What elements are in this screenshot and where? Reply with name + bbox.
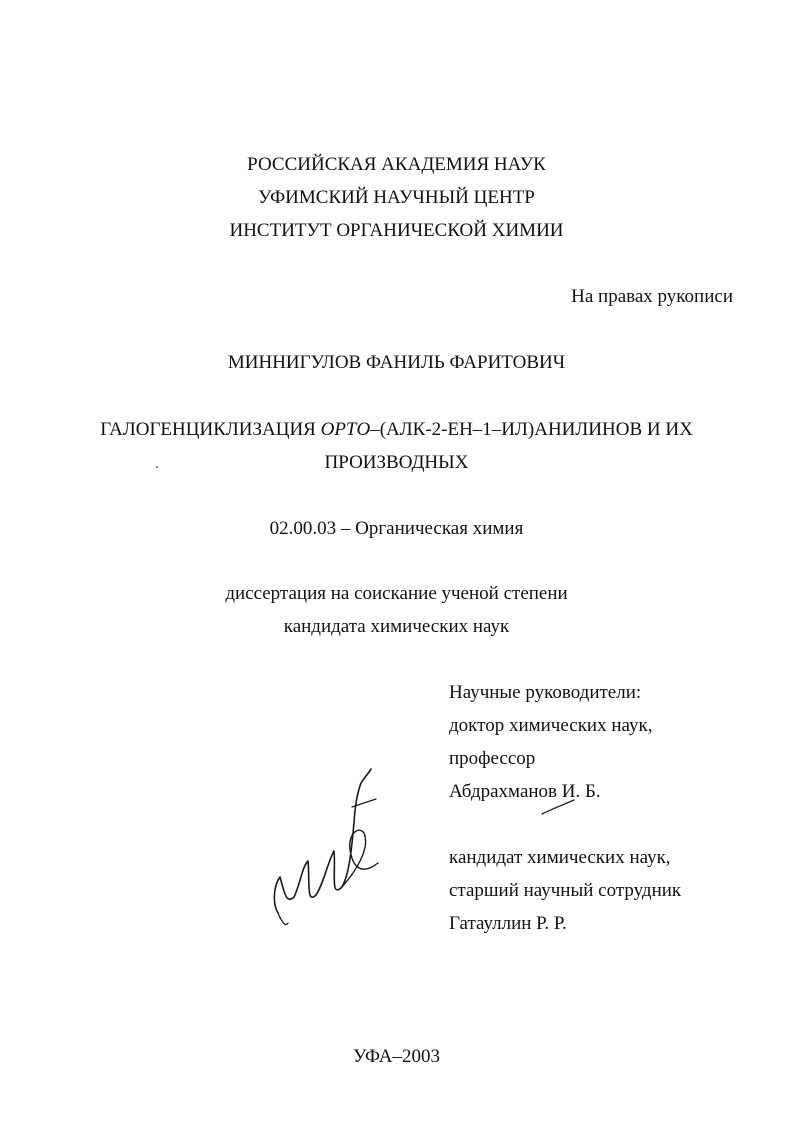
supervisor-2-name: Гатауллин Р. Р. — [449, 913, 567, 934]
center-name: УФИМСКИЙ НАУЧНЫЙ ЦЕНТР — [258, 187, 535, 208]
dissertation-title-line-2: ПРОИЗВОДНЫХ — [324, 452, 469, 473]
signature-flourish — [540, 798, 580, 818]
degree-line-2: кандидата химических наук — [283, 616, 510, 637]
supervisor-2-degree: кандидат химических наук, — [449, 847, 671, 868]
signature-tail-stroke — [278, 913, 288, 925]
title-ortho: ОРТО — [320, 419, 371, 440]
institute-name: ИНСТИТУТ ОРГАНИЧЕСКОЙ ХИМИИ — [229, 220, 564, 241]
supervisor-1-name: Абдрахманов И. Б. — [449, 781, 601, 802]
signature-loop-stroke — [342, 830, 378, 887]
scan-speck — [156, 466, 158, 468]
signature-main-stroke — [274, 769, 371, 913]
author-name: МИННИГУЛОВ ФАНИЛЬ ФАРИТОВИЧ — [227, 352, 566, 373]
handwritten-signature — [258, 765, 388, 935]
signature-flourish-stroke — [542, 800, 574, 814]
manuscript-note: На правах рукописи — [571, 286, 733, 307]
specialty: 02.00.03 – Органическая химия — [269, 518, 524, 539]
place-and-year: УФА–2003 — [352, 1046, 441, 1067]
title-part-1: ГАЛОГЕНЦИКЛИЗАЦИЯ — [100, 419, 321, 440]
supervisors-heading: Научные руководители: — [449, 682, 642, 703]
supervisor-1-degree: доктор химических наук, — [449, 715, 653, 736]
degree-line-1: диссертация на соискание ученой степени — [225, 583, 568, 604]
supervisor-2-title: старший научный сотрудник — [449, 880, 682, 901]
dissertation-title-line-1 — [0, 418, 793, 442]
academy-name: РОССИЙСКАЯ АКАДЕМИЯ НАУК — [247, 154, 546, 175]
supervisor-1-title: профессор — [449, 748, 536, 769]
title-part-2: –(АЛК-2-ЕН–1–ИЛ)АНИЛИНОВ И ИХ — [370, 419, 693, 440]
